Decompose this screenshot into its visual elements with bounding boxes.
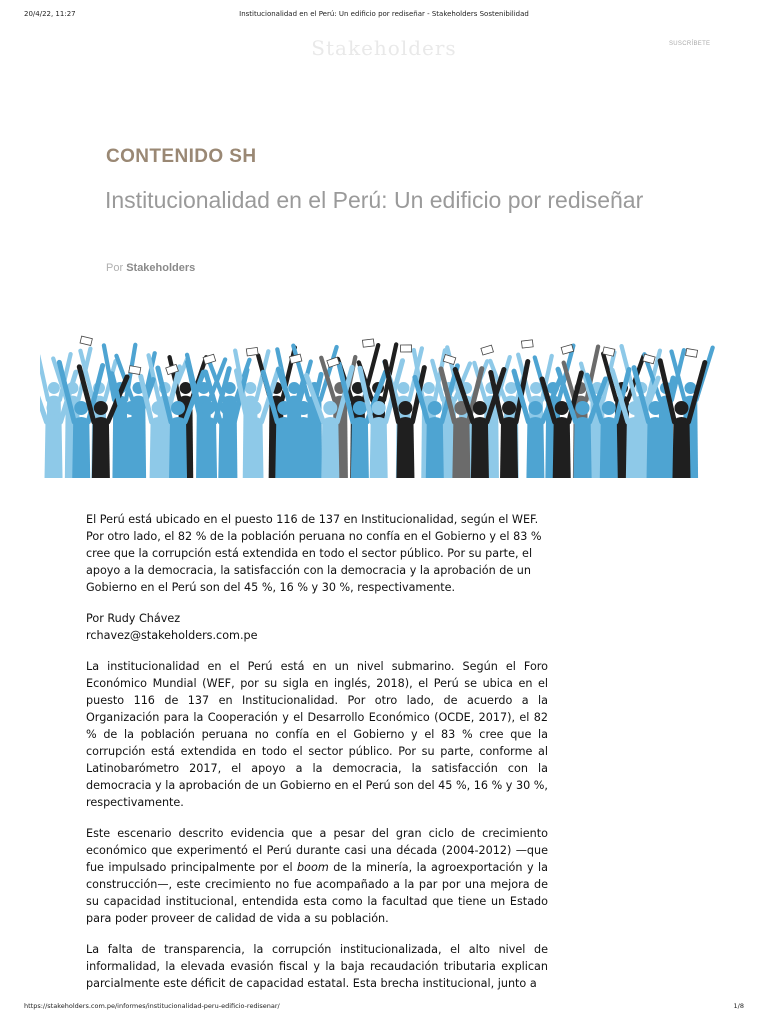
emphasis-boom: boom [297, 861, 329, 874]
paragraph-2: Este escenario descrito evidencia que a pesar del gran ciclo de crecimiento económico que experimentó el Perú durante casi una década (2004-2012) —que fue impulsado principalmente por el boom de la minería, la agroexportación y la construcción—, este crecimiento no fue acompañado a la par por una mejora de su capacidad institucional, entendida esta como la facultad que tiene un Estado para poder proveer de calidad de vida a su población. [86, 827, 548, 925]
subscribe-link[interactable]: SUSCRÍBETE [669, 41, 711, 47]
author-name: Por Rudy Chávez [86, 612, 181, 625]
paragraph-1: La institucionalidad en el Perú está en un nivel submarino. Según el Foro Económico Mundial (WEF, por su sigla en inglés, 2018), el Perú se ubica en el puesto 116 de 137 en Institucionalidad. Por otro lado, de acuerdo a la Organización para la Cooperación y el Desarrollo Económico (OCDE, 2017), el 82 % de la población peruana no confía en el Gobierno y el 83 % cree que la corrupción está extendida en todo el sector público. Por su parte, conforme al Latinobarómetro 2017, el apoyo a la democracia, la satisfacción con la democracia y la aprobación de un Gobierno en el Perú son del 45 %, 16 % y 30 %, respectivamente. [86, 660, 548, 809]
print-url: https://stakeholders.com.pe/informes/institucionalidad-peru-edificio-redisenar/ [24, 1002, 280, 1010]
page-number: 1/8 [733, 1002, 744, 1010]
author-email[interactable]: rchavez@stakeholders.com.pe [86, 629, 258, 642]
author-credit [86, 610, 548, 644]
article-title: Institucionalidad en el Perú: Un edificio por rediseñar [105, 187, 644, 213]
article-lead: El Perú está ubicado en el puesto 116 de 137 en Institucionalidad, según el WEF. Por otro lado, el 82 % de la población peruana no confía en el Gobierno y el 83 % cree que la corrupción está extendida en todo el sector público. Por su parte, el apoyo a la democracia, la satisfacción con la democracia y la aprobación de un Gobierno en el Perú son del 45 %, 16 % y 30 %, respectivamente. [86, 513, 542, 594]
hero-illustration [40, 318, 716, 478]
print-title: Institucionalidad en el Perú: Un edificio por rediseñar - Stakeholders Sostenibilidad [239, 10, 529, 18]
paragraph-3: La falta de transparencia, la corrupción institucionalizada, el alto nivel de informalidad, la elevada evasión fiscal y la baja recaudación tributaria explican parcialmente este déficit de capacidad estatal. Esta brecha institucional, junto a [86, 943, 548, 990]
byline-prefix: Por [106, 262, 124, 274]
article-body [86, 511, 548, 1006]
print-date: 20/4/22, 11:27 [24, 10, 76, 18]
byline-author-link[interactable]: Stakeholders [126, 262, 196, 274]
print-footer [24, 1002, 744, 1012]
byline [106, 262, 195, 274]
print-header [24, 10, 744, 22]
site-logo[interactable]: Stakeholders [311, 36, 457, 60]
section-label[interactable]: CONTENIDO SH [106, 146, 257, 167]
